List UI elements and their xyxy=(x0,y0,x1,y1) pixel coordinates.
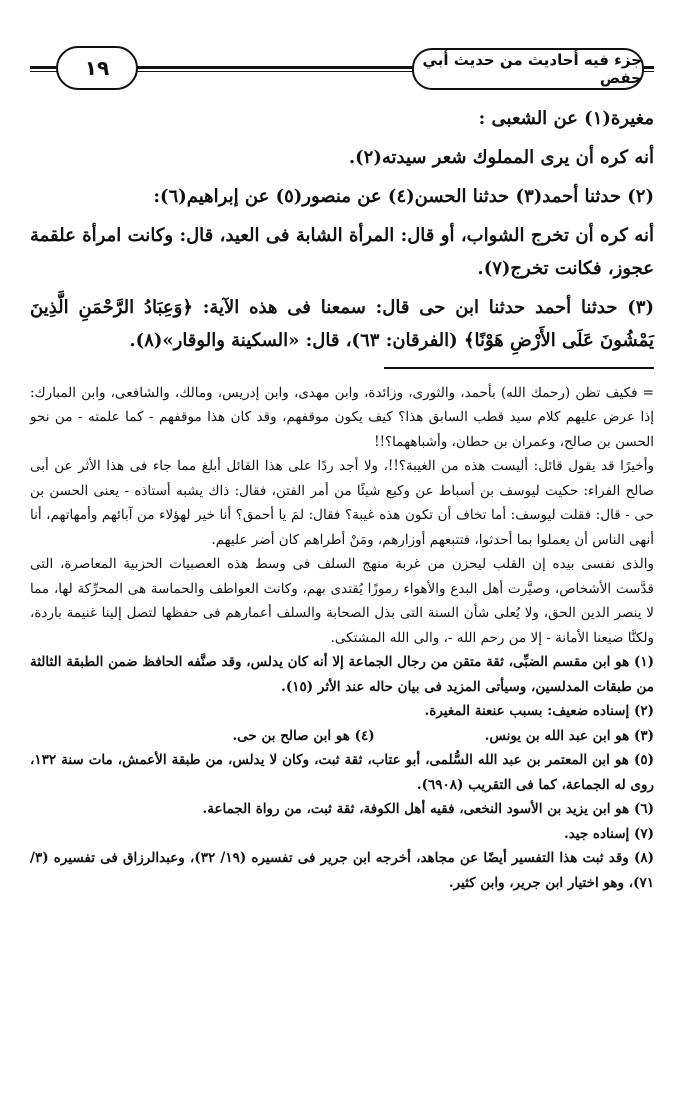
footnote-item: (٦) هو ابن يزيد بن الأسود النخعى، فقيه أهل الكوفة، ثقة ثبت، من رواة الجماعة. xyxy=(202,801,654,817)
book-title: جزء فيه أحاديث من حديث أبي حفص xyxy=(412,48,644,90)
footnotes xyxy=(30,381,654,896)
main-line: (٢) حدثنا أحمد(٣) حدثنا الحسن(٤) عن منصور(٥) عن إبراهيم(٦): xyxy=(153,186,654,207)
footnote-pair xyxy=(30,724,654,749)
footnote-item: (٥) هو ابن المعتمر بن عبد الله السُّلمى، أبو عتاب، ثقة ثبت، وكان لا يدلس، من طبقة الأعمش، مات سنة ١٣٢، روى له الجماعة، كما فى التقريب (٦٩٠٨). xyxy=(30,752,654,793)
footnote-item: (٤) هو ابن صالح بن حى. xyxy=(232,727,375,744)
main-text xyxy=(30,102,654,357)
footnote-item: (١) هو ابن مقسم الضبِّى، ثقة متقن من رجال الجماعة إلا أنه كان يدلس، وقد صنَّفه الحافظ ضمن الطبقة الثالثة من طبقات المدلسين، وسيأتى المزيد فى بيان حاله عند الأثر (١٥). xyxy=(30,654,654,695)
main-line: مغيرة(١) عن الشعبى : xyxy=(478,108,654,129)
footnote-paragraph: والذى نفسى بيده إن القلب ليحزن من غربة منهج السلف فى وسط هذه العصبيات الحزبية المعاصرة، التى قدَّست الأشخاص، وصيَّرت أهل البدع والأهواء رموزًا يُقتدى بهم، وكانت العواطف والحماسة هى المحرِّكة لها، مما لا ينصر الدين الحق، ولا يُعلى شأن السنة التى بذل الصحابة والسلف أعمارهم فى حفظها لتصل إلينا غنيمة باردة، ولكنَّا ضيعنا الأمانة - إلا من رحم الله -، والى الله المشتكى. xyxy=(30,556,654,646)
page-number: ١٩ xyxy=(56,46,138,90)
main-paragraph: (٣) حدثنا أحمد حدثنا ابن حى قال: سمعنا فى هذه الآية: ﴿وَعِبَادُ الرَّحْمَنِ الَّذِينَ يَمْشُونَ عَلَى الأَرْضِ هَوْنًا﴾ (الفرقان: ٦٣)، قال: «السكينة والوقار»(٨). xyxy=(30,297,654,351)
footnote-item: (٧) إسناده جيد. xyxy=(564,825,654,842)
main-line: أنه كره أن يرى المملوك شعر سيدته(٢). xyxy=(348,147,654,168)
footnote-divider xyxy=(384,367,654,369)
footnote-item: (٢) إسناده ضعيف: بسبب عنعنة المغيرة. xyxy=(424,703,654,719)
footnote-paragraph: وأخيرًا قد يقول قائل: أليست هذه من الغيبة؟!!، ولا أجد ردًا على هذا القائل أبلغ مما جاء فى هذا الأثر عن أبى صالح الفراء: حكيت ليوسف بن أسباط عن وكيع شيئًا من أمر الفتن، فقال: ذاك يشبه أستاذه - يعنى الحسن بن حى - قال: فقلت ليوسف: أما تخاف أن تكون هذه غيبة؟ فقال: لمَ يا أحمق؟ أنا خير لهؤلاء من آبائهم وأمهاتهم، أنا أنهى الناس أن يعملوا بما أحدثوا، فتتبعهم أوزارهم، ومَنْ أطراهم كان أضر عليهم. xyxy=(30,458,654,548)
main-paragraph: أنه كره أن تخرج الشواب، أو قال: المرأة الشابة فى العيد، قال: وكانت امرأة علقمة عجوز، فكانت تخرج(٧). xyxy=(30,225,654,279)
page-header xyxy=(30,40,654,102)
footnote-item: (٣) هو ابن عبد الله بن يونس. xyxy=(484,727,654,744)
footnote-paragraph: = فكيف تظن (رحمك الله) بأحمد، والثورى، وزائدة، وابن مهدى، وابن إدريس، ومالك، والشافعى، وابن المبارك: إذا عرض عليهم كلام سيد قطب السابق هذا؟ كيف يكون موقفهم، وقد كان هذا موقفهم - كما علمته - من نحو الحسن بن صالح، وعمران بن حطان، وأشباههما؟!! xyxy=(30,384,654,450)
footnote-item: (٨) وقد ثبت هذا التفسير أيضًا عن مجاهد، أخرجه ابن جرير فى تفسيره (١٩/ ٣٢)، وعبدالرزاق فى تفسيره (٣/ ٧١)، وهو اختيار ابن جرير، وابن كثير. xyxy=(30,850,654,891)
page xyxy=(30,40,654,895)
